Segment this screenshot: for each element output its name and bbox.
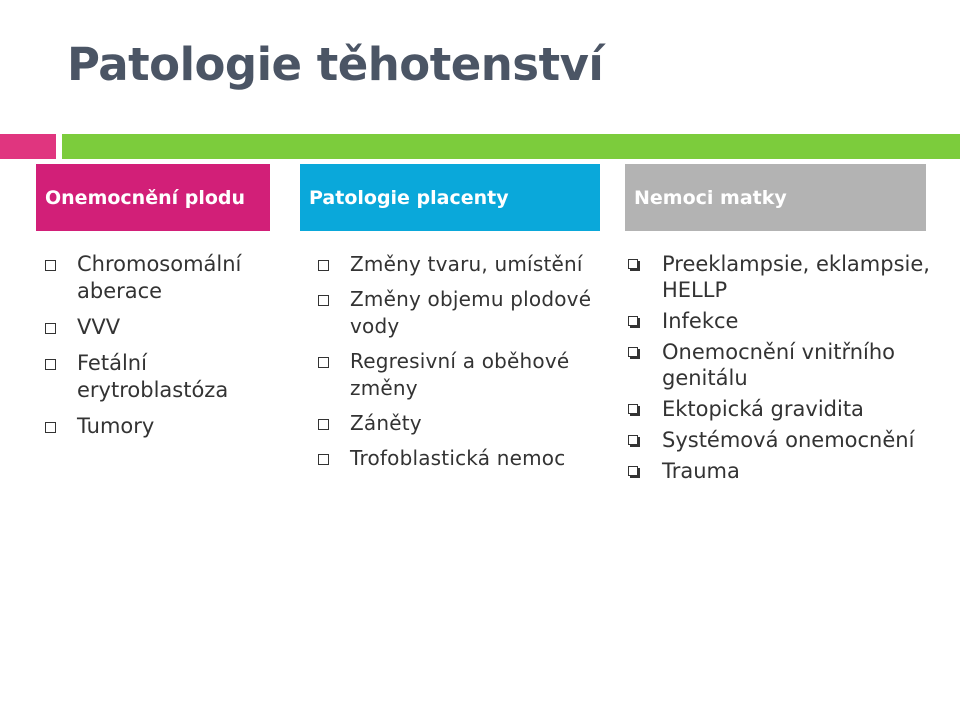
header-onemocneni-plodu: Onemocnění plodu xyxy=(36,164,270,231)
shadowed-square-icon xyxy=(628,259,638,269)
pink-accent-stripe xyxy=(0,134,56,159)
list-item xyxy=(318,286,603,340)
list-onemocneni-plodu xyxy=(45,251,255,449)
hollow-square-icon xyxy=(45,323,56,334)
list-item xyxy=(318,251,603,278)
list-item-text: Onemocnění vnitřního genitálu xyxy=(662,340,896,390)
shadowed-square-icon xyxy=(628,347,638,357)
list-item xyxy=(628,396,948,422)
list-item xyxy=(318,348,603,402)
list-item xyxy=(45,314,255,341)
list-item-text: Trauma xyxy=(662,459,740,483)
list-item xyxy=(628,339,948,391)
header-patologie-placenty: Patologie placenty xyxy=(300,164,600,231)
hollow-square-icon xyxy=(45,260,56,271)
list-item-text: Preeklampsie, eklampsie, HELLP xyxy=(662,252,930,302)
list-item-text: Změny tvaru, umístění xyxy=(350,252,583,276)
hollow-square-icon xyxy=(318,454,329,465)
list-item-text: Záněty xyxy=(350,411,422,435)
list-item xyxy=(318,445,603,472)
list-item-text: Tumory xyxy=(77,414,155,438)
list-item-text: Trofoblastická nemoc xyxy=(350,446,566,470)
list-item-text: Ektopická gravidita xyxy=(662,397,864,421)
list-item xyxy=(45,350,255,404)
green-accent-stripe xyxy=(62,134,960,159)
hollow-square-icon xyxy=(318,357,329,368)
list-item xyxy=(45,251,255,305)
shadowed-square-icon xyxy=(628,316,638,326)
shadowed-square-icon xyxy=(628,404,638,414)
shadowed-square-icon xyxy=(628,435,638,445)
list-item-text: Regresivní a oběhové změny xyxy=(350,349,570,400)
list-item-text: Fetální erytroblastóza xyxy=(77,351,229,402)
hollow-square-icon xyxy=(318,260,329,271)
list-item xyxy=(45,413,255,440)
slide-title: Patologie těhotenství xyxy=(67,38,604,91)
list-item-text: VVV xyxy=(77,315,121,339)
list-item-text: Změny objemu plodové vody xyxy=(350,287,592,338)
hollow-square-icon xyxy=(45,422,56,433)
list-item-text: Systémová onemocnění xyxy=(662,428,915,452)
list-item xyxy=(628,251,948,303)
hollow-square-icon xyxy=(318,295,329,306)
list-item-text: Infekce xyxy=(662,309,739,333)
list-nemoci-matky xyxy=(628,251,948,489)
hollow-square-icon xyxy=(45,359,56,370)
list-item xyxy=(628,427,948,453)
shadowed-square-icon xyxy=(628,466,638,476)
list-patologie-placenty xyxy=(318,251,603,480)
list-item xyxy=(318,410,603,437)
header-nemoci-matky: Nemoci matky xyxy=(625,164,926,231)
list-item-text: Chromosomální aberace xyxy=(77,252,242,303)
list-item xyxy=(628,308,948,334)
list-item xyxy=(628,458,948,484)
hollow-square-icon xyxy=(318,419,329,430)
